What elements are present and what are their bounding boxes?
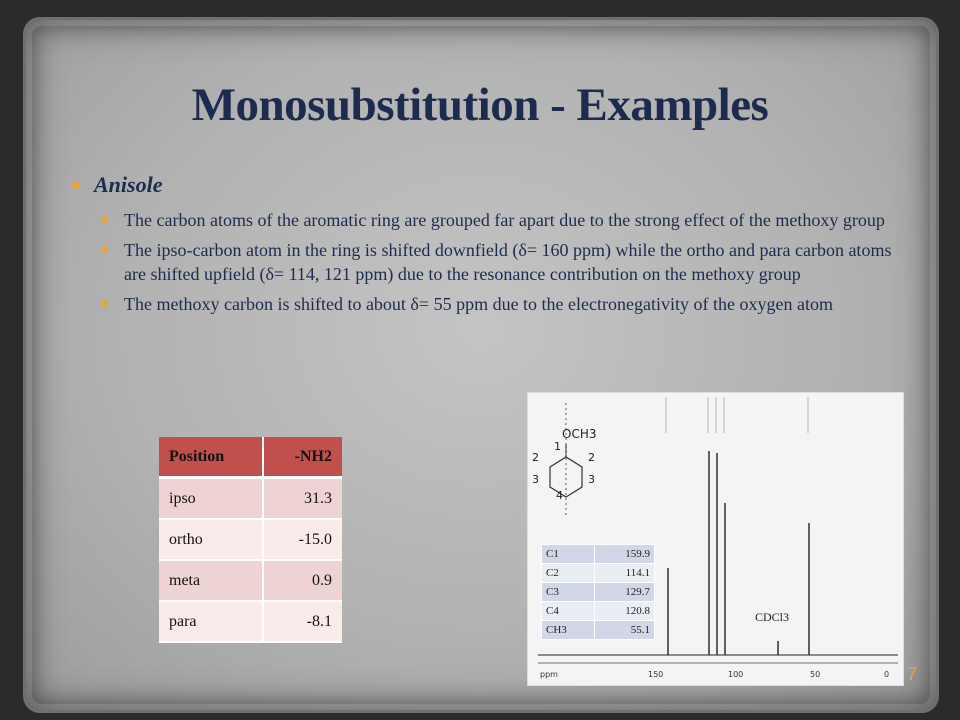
- bullet-point-text: The ipso-carbon atom in the ring is shifted downfield (δ= 160 ppm) while the ortho and para carbon atoms are shifted upfield (δ= 114, 121 ppm) due to the resonance contribution on the methoxy group: [124, 240, 892, 284]
- table-cell: 120.8: [594, 602, 654, 621]
- carbon-number-3-right: 3: [588, 473, 595, 486]
- axis-tick: 0: [884, 670, 890, 679]
- carbon-number-1: 1: [554, 440, 561, 453]
- table-row: [159, 601, 342, 642]
- substituent-table: [159, 437, 342, 643]
- bullet-point: [70, 238, 900, 286]
- bullet-heading: [70, 170, 900, 200]
- table-cell: -8.1: [263, 601, 342, 642]
- table-row: [542, 545, 655, 564]
- anisole-structure-icon: [550, 403, 582, 517]
- carbon-number-4: 4: [556, 489, 563, 502]
- table-cell: ortho: [159, 519, 263, 560]
- peak-marker-lines: [666, 397, 808, 433]
- axis-label: ppm: [540, 670, 558, 679]
- table-cell: meta: [159, 560, 263, 601]
- table-header-substituent-text: -NH2: [294, 447, 332, 465]
- table-row: [159, 478, 342, 520]
- table-row: [542, 602, 655, 621]
- table-cell: C3: [542, 583, 595, 602]
- solvent-label: CDCl3: [755, 610, 790, 624]
- bullet-point-text: The methoxy carbon is shifted to about δ= 55 ppm due to the electronegativity of the oxygen atom: [124, 294, 833, 314]
- axis-tick: 50: [810, 670, 821, 679]
- table-cell: C2: [542, 564, 595, 583]
- table-cell: 159.9: [594, 545, 654, 564]
- bullet-list: [70, 170, 900, 322]
- carbon-number-2-right: 2: [588, 451, 595, 464]
- table-cell: 55.1: [594, 621, 654, 640]
- carbon-number-3-left: 3: [532, 473, 539, 486]
- page-number: 7: [907, 664, 918, 684]
- table-cell: 31.3: [263, 478, 342, 520]
- bullet-dot-icon: [72, 181, 80, 189]
- nmr-spectrum-svg: [528, 393, 903, 685]
- slide-title: Monosubstitution - Examples: [191, 79, 769, 131]
- table-cell: C4: [542, 602, 595, 621]
- table-header-substituent: [263, 437, 342, 478]
- bullet-point-text: The carbon atoms of the aromatic ring are grouped far apart due to the strong effect of the methoxy group: [124, 210, 885, 230]
- bullet-dot-icon: [101, 300, 108, 307]
- table-cell: ipso: [159, 478, 263, 520]
- bullet-dot-icon: [101, 216, 108, 223]
- carbon-number-2-left: 2: [532, 451, 539, 464]
- table-cell: 114.1: [594, 564, 654, 583]
- axis-tick: 150: [648, 670, 664, 679]
- methoxy-label: OCH3: [562, 427, 597, 441]
- table-cell: 0.9: [263, 560, 342, 601]
- bullet-point: [70, 292, 900, 316]
- shift-table: [541, 544, 655, 640]
- table-cell: 129.7: [594, 583, 654, 602]
- table-row: [159, 519, 342, 560]
- table-row: [159, 560, 342, 601]
- nmr-spectrum-image: [527, 392, 904, 686]
- table-row: [542, 583, 655, 602]
- table-header-position: Position: [159, 437, 263, 478]
- axis-tick: 100: [728, 670, 744, 679]
- table-cell: CH3: [542, 621, 595, 640]
- table-cell: -15.0: [263, 519, 342, 560]
- bullet-heading-text: Anisole: [94, 172, 163, 197]
- bullet-point: [70, 208, 900, 232]
- bullet-dot-icon: [101, 246, 108, 253]
- table-cell: para: [159, 601, 263, 642]
- table-row: [542, 621, 655, 640]
- table-cell: C1: [542, 545, 595, 564]
- table-row: [542, 564, 655, 583]
